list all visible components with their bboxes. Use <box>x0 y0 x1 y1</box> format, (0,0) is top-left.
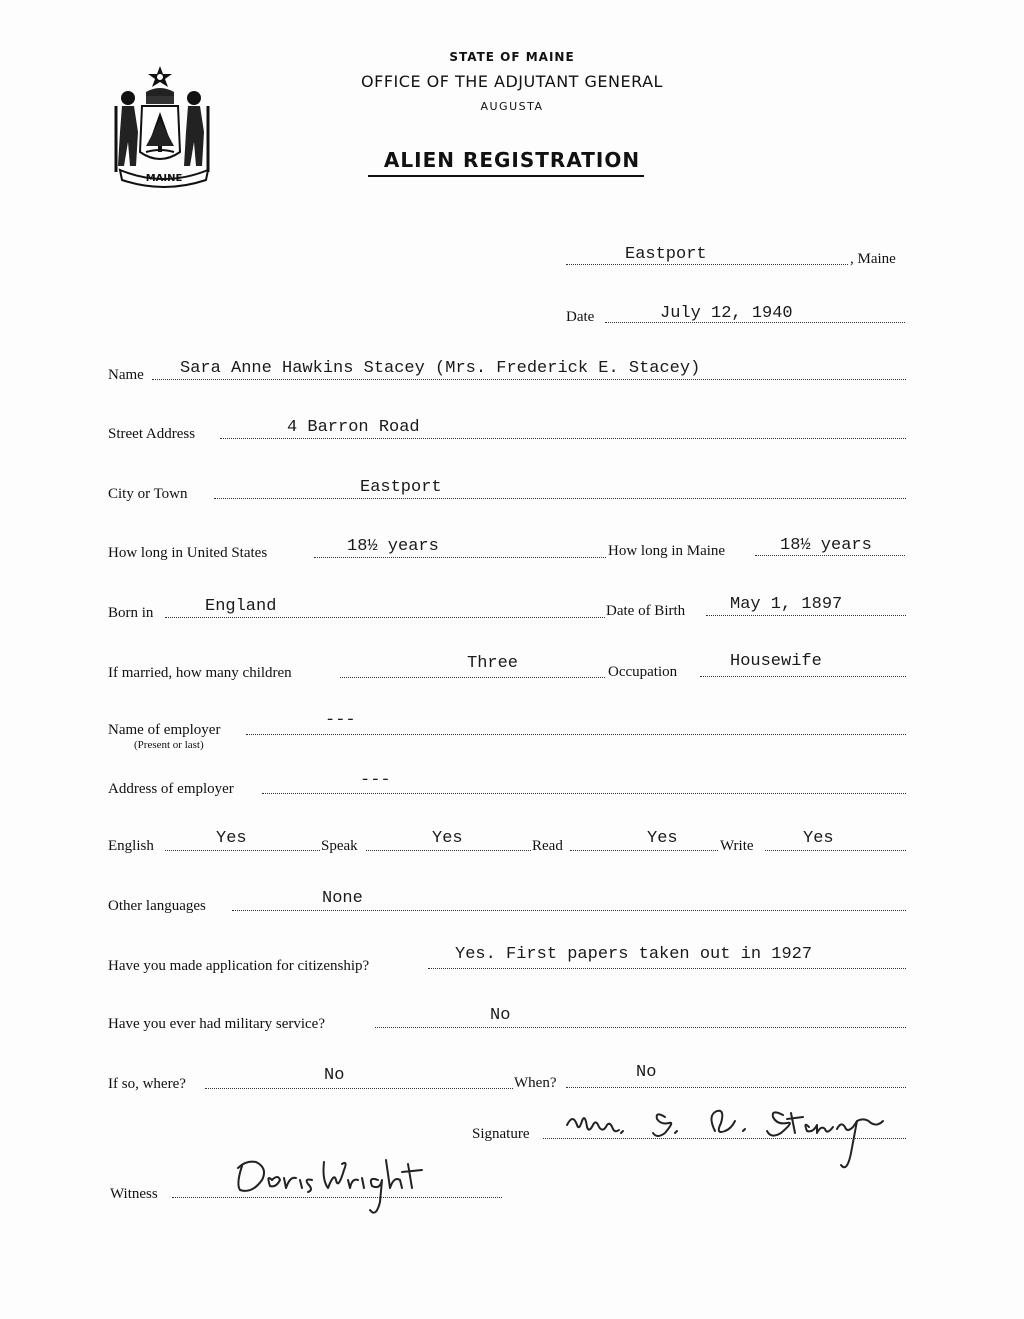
english-value: Yes <box>216 829 247 848</box>
write-line <box>765 850 906 851</box>
us-time-line <box>314 557 606 558</box>
dob-line <box>706 615 906 616</box>
maine-time-line <box>755 555 905 556</box>
signature-handwriting <box>565 1103 890 1178</box>
military-value: No <box>490 1006 511 1025</box>
children-label: If married, how many children <box>108 665 292 681</box>
other-languages-value: None <box>322 889 363 908</box>
seal-banner-text: MAINE <box>145 173 183 184</box>
office-heading: OFFICE OF THE ADJUTANT GENERAL <box>361 72 663 91</box>
citizenship-value: Yes. First papers taken out in 1927 <box>455 945 813 964</box>
children-value: Three <box>467 654 519 673</box>
citizenship-line <box>428 968 906 969</box>
employer-label: Name of employer <box>108 722 221 738</box>
where-value: No <box>324 1066 345 1085</box>
occupation-line <box>700 676 906 677</box>
employer-address-value: --- <box>360 771 391 790</box>
employer-line <box>246 734 906 735</box>
english-label: English <box>108 838 154 854</box>
speak-value: Yes <box>432 829 463 848</box>
maine-time-value: 18½ years <box>780 536 872 555</box>
write-value: Yes <box>803 829 834 848</box>
title-underline <box>368 175 644 177</box>
location-line <box>566 264 848 265</box>
citizenship-label: Have you made application for citizenship? <box>108 958 370 974</box>
speak-label: Speak <box>321 838 358 854</box>
employer-value: --- <box>325 711 356 730</box>
date-label: Date <box>566 309 595 325</box>
dob-value: May 1, 1897 <box>730 595 843 614</box>
when-label: When? <box>514 1075 557 1091</box>
english-line <box>165 850 320 851</box>
born-label: Born in <box>108 605 154 621</box>
where-label: If so, where? <box>108 1076 186 1092</box>
us-time-label: How long in United States <box>108 545 268 561</box>
occupation-label: Occupation <box>608 664 678 680</box>
location-suffix: , Maine <box>850 251 896 267</box>
employer-address-line <box>262 793 906 794</box>
military-line <box>375 1027 906 1028</box>
city-heading: AUGUSTA <box>480 100 544 113</box>
street-line <box>220 438 906 439</box>
state-heading: STATE OF MAINE <box>449 50 575 64</box>
name-line <box>152 379 906 380</box>
born-value: England <box>205 597 277 616</box>
occupation-value: Housewife <box>730 652 822 671</box>
name-label: Name <box>108 367 144 383</box>
read-line <box>570 850 718 851</box>
name-value: Sara Anne Hawkins Stacey (Mrs. Frederick E. Stacey) <box>180 359 701 378</box>
signature-label: Signature <box>472 1126 530 1142</box>
read-value: Yes <box>647 829 678 848</box>
witness-handwriting <box>232 1150 432 1222</box>
city-value: Eastport <box>360 478 442 497</box>
when-value: No <box>636 1063 657 1082</box>
witness-label: Witness <box>110 1186 158 1202</box>
employer-address-label: Address of employer <box>108 781 234 797</box>
dob-label: Date of Birth <box>606 603 686 619</box>
when-line <box>566 1087 906 1088</box>
street-value: 4 Barron Road <box>287 418 420 437</box>
military-label: Have you ever had military service? <box>108 1016 325 1032</box>
born-line <box>165 617 605 618</box>
form-title: ALIEN REGISTRATION <box>383 148 641 172</box>
location-value: Eastport <box>625 245 707 264</box>
date-value: July 12, 1940 <box>660 304 793 323</box>
speak-line <box>366 850 531 851</box>
read-label: Read <box>532 838 563 854</box>
other-languages-line <box>232 910 906 911</box>
us-time-value: 18½ years <box>347 537 439 556</box>
maine-time-label: How long in Maine <box>608 543 726 559</box>
employer-sublabel: (Present or last) <box>134 739 204 751</box>
city-line <box>214 498 906 499</box>
other-languages-label: Other languages <box>108 898 206 914</box>
street-label: Street Address <box>108 426 196 442</box>
city-label: City or Town <box>108 486 188 502</box>
where-line <box>205 1088 513 1089</box>
children-line <box>340 677 605 678</box>
write-label: Write <box>720 838 754 854</box>
